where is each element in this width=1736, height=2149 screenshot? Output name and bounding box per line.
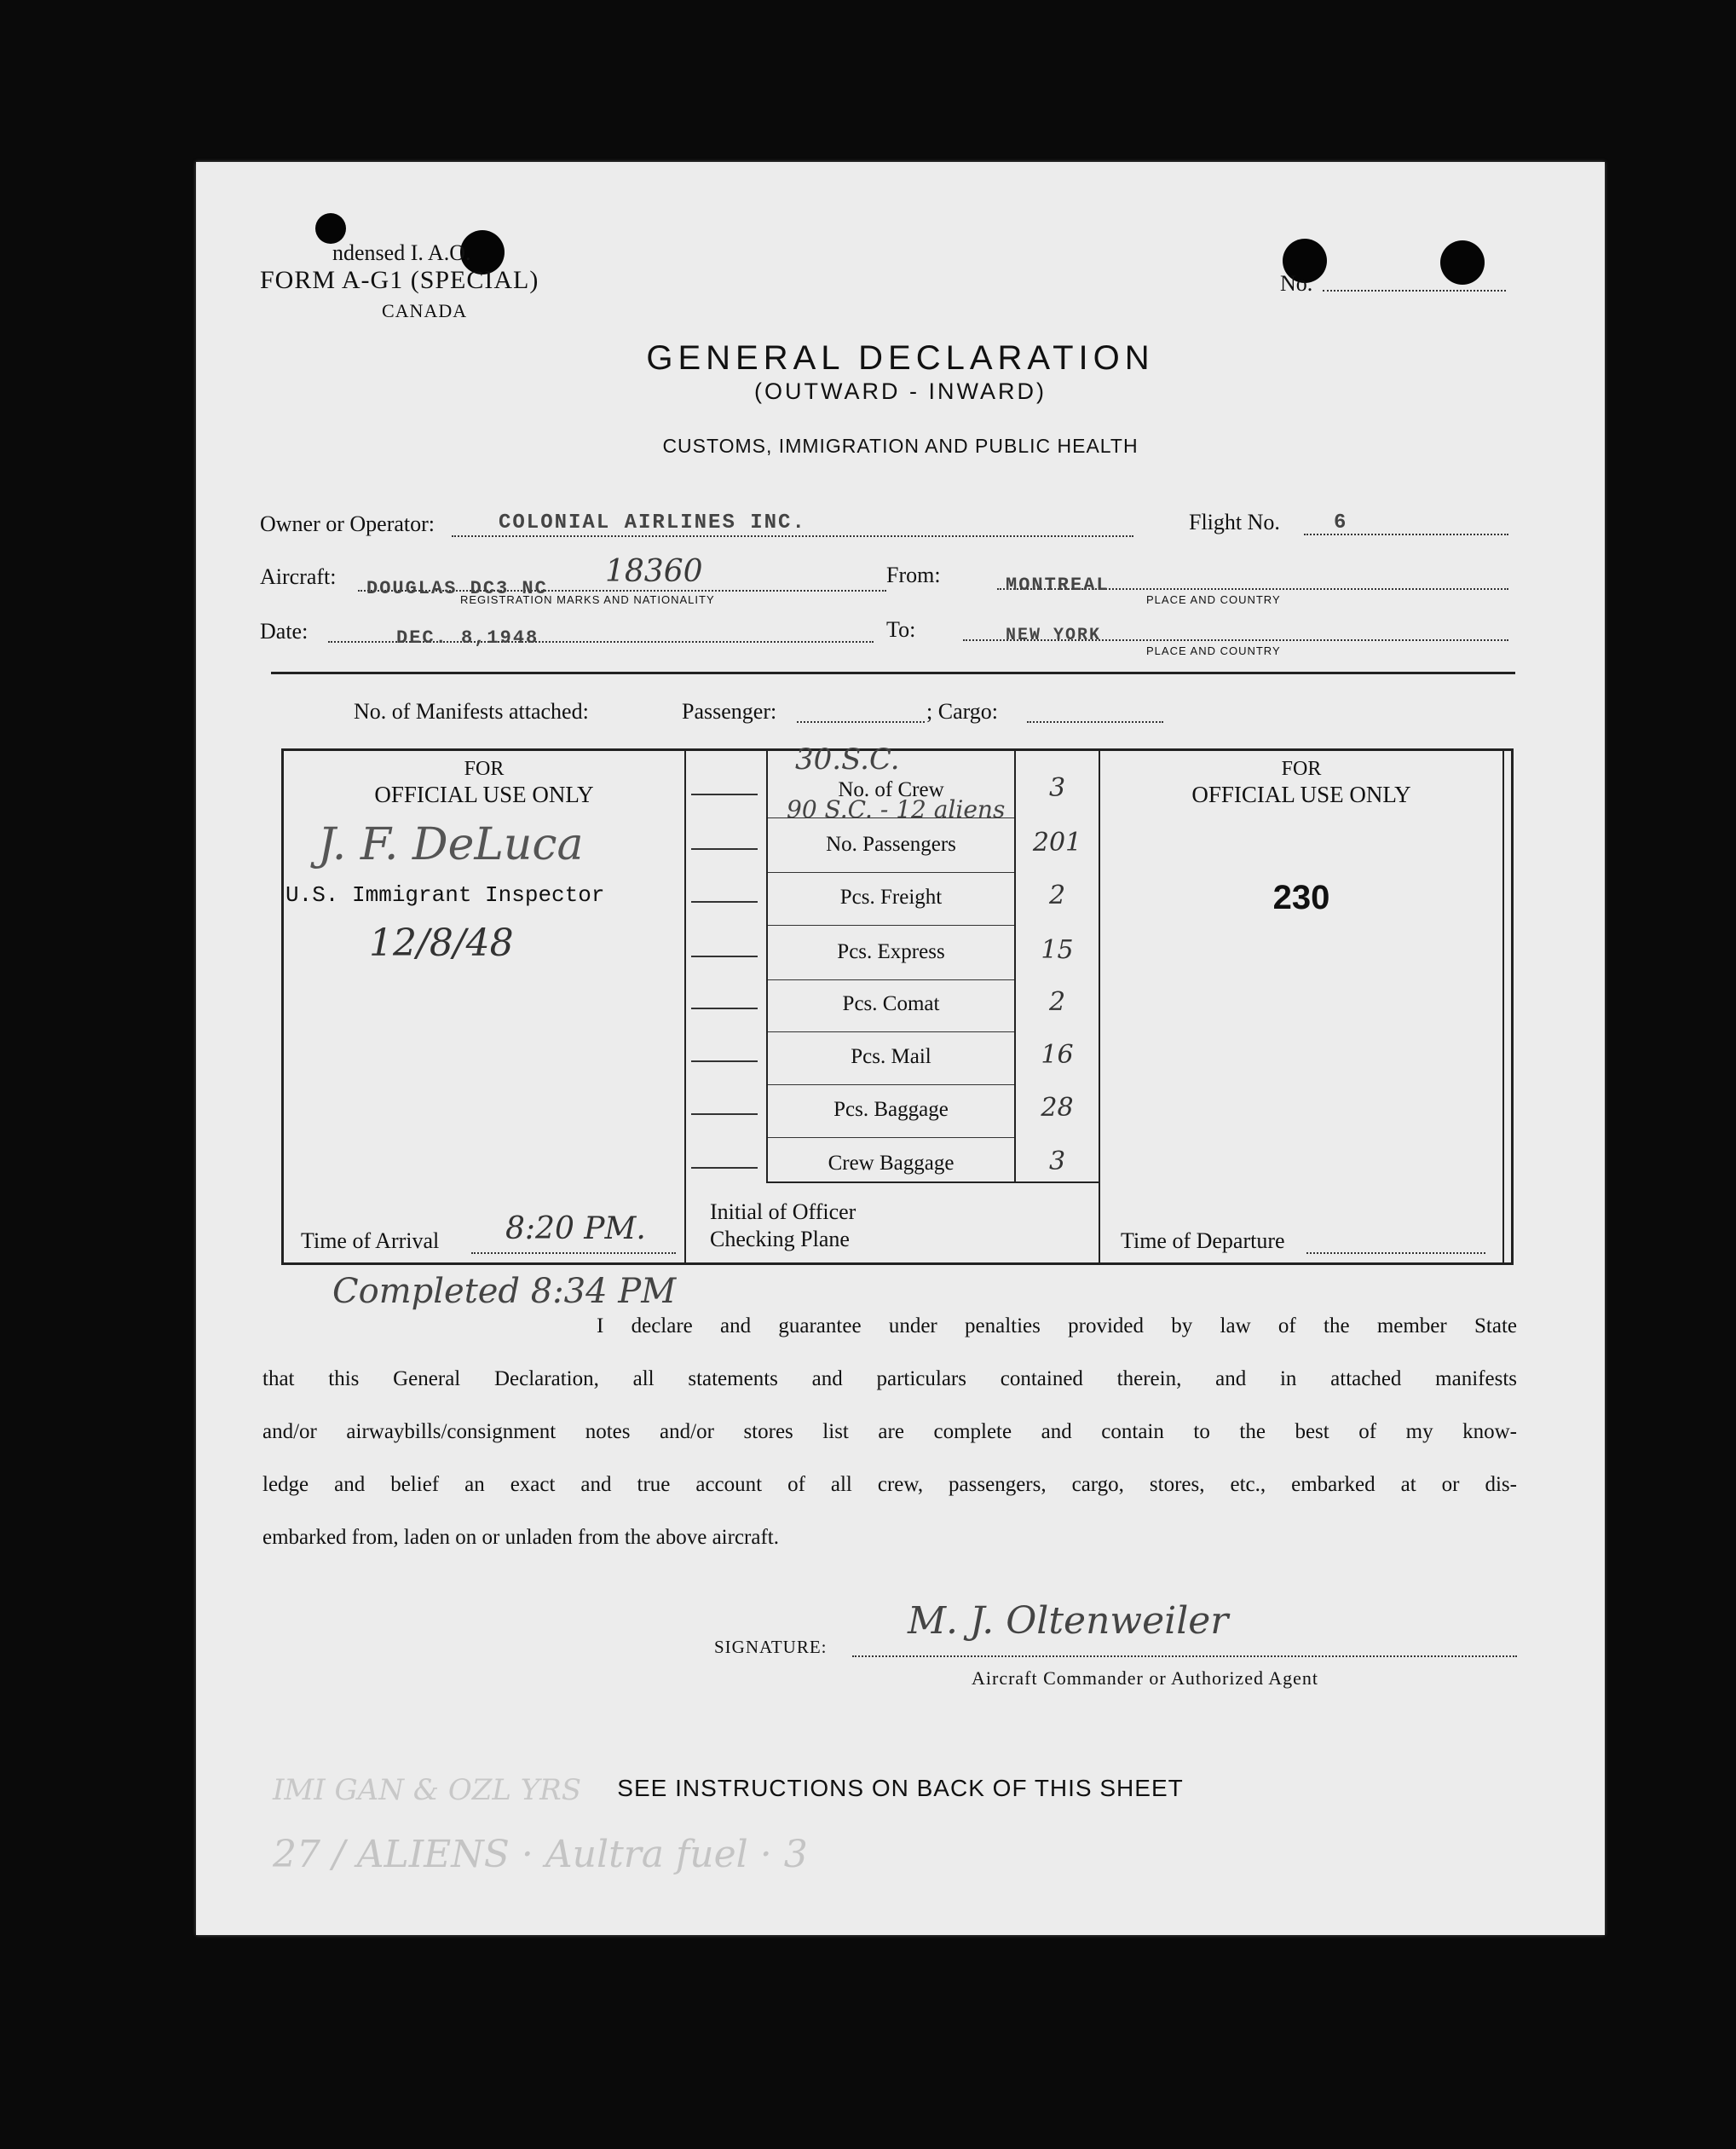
- declaration-line-4: ledge and belief an exact and true account of all crew, passengers, cargo, stores, etc., embarked at or dis-: [262, 1473, 1517, 1496]
- departure-line: [1306, 1252, 1485, 1254]
- form-department: CUSTOMS, IMMIGRATION AND PUBLIC HEALTH: [662, 435, 1139, 457]
- item-row-label: Pcs. Baggage: [833, 1098, 949, 1121]
- corner-ink-blot: [315, 213, 346, 244]
- item-row-value: 2: [1048, 881, 1066, 910]
- inspector-date: 12/8/48: [369, 921, 514, 965]
- to-label: To:: [886, 617, 916, 642]
- item-row-label: No. of Crew: [838, 778, 944, 801]
- declaration-line-5: embarked from, laden on or unladen from the above aircraft.: [262, 1526, 779, 1549]
- initial-entry-line: [691, 901, 758, 903]
- officer-label-2: Checking Plane: [710, 1227, 850, 1251]
- item-row-value: 201: [1032, 828, 1082, 858]
- form-designation-line2: FORM A-G1 (SPECIAL): [260, 266, 539, 294]
- left-official-header-2: OFFICIAL USE ONLY: [374, 782, 594, 807]
- declaration-line-1: I declare and guarantee under penalties provided by law of the member State: [597, 1314, 1517, 1337]
- completed-note: Completed 8:34 PM: [332, 1272, 677, 1311]
- item-row-value: 2: [1048, 987, 1066, 1017]
- signature-line: [852, 1655, 1517, 1657]
- flight-value: 6: [1334, 511, 1348, 534]
- aircraft-handwritten: 18360: [605, 554, 703, 589]
- item-row-label: Pcs. Freight: [839, 886, 943, 909]
- inspector-signature: J. F. DeLuca: [318, 819, 584, 870]
- owner-value: COLONIAL AIRLINES INC.: [499, 511, 806, 534]
- declaration-line-2: that this General Declaration, all statements and particulars contained therein, and in attached manifests: [262, 1367, 1517, 1390]
- date-label: Date:: [260, 619, 309, 644]
- row-separator: [768, 872, 1014, 873]
- signature-caption: Aircraft Commander or Authorized Agent: [972, 1667, 1319, 1689]
- row-separator: [768, 1137, 1014, 1138]
- right-official-header-1: FOR: [1281, 758, 1322, 780]
- item-row-value: 16: [1041, 1040, 1074, 1070]
- item-row-value: 3: [1048, 1147, 1066, 1176]
- form-subtitle: (OUTWARD - INWARD): [754, 378, 1047, 404]
- form-country: CANADA: [382, 300, 468, 321]
- registration-caption: REGISTRATION MARKS AND NATIONALITY: [460, 593, 715, 606]
- form-designation-line1: ndensed I. A.O.: [332, 240, 471, 265]
- form-number-line: [1323, 290, 1506, 292]
- owner-line: [452, 535, 1133, 537]
- owner-label: Owner or Operator:: [260, 511, 435, 536]
- faint-pencil-note-2: 27 / ALIENS · Aultra fuel · 3: [273, 1833, 808, 1876]
- row-separator: [768, 1031, 1014, 1032]
- aircraft-label: Aircraft:: [260, 564, 337, 589]
- from-label: From:: [886, 563, 941, 587]
- item-row-value: 3: [1048, 773, 1066, 803]
- initial-entry-line: [691, 848, 758, 850]
- signature-label: SIGNATURE:: [714, 1637, 828, 1657]
- item-row-label: No. Passengers: [826, 833, 956, 856]
- officer-label-1: Initial of Officer: [710, 1199, 856, 1224]
- item-row-value: 15: [1041, 935, 1074, 965]
- aircraft-value: DOUGLAS DC3 NC: [366, 578, 548, 599]
- item-row-value: 28: [1041, 1093, 1074, 1123]
- table-divider-4: [1099, 751, 1100, 1262]
- initial-entry-line: [691, 1008, 758, 1009]
- crew-handwritten-note: 30.S.C.: [795, 742, 900, 777]
- arrival-line: [471, 1252, 676, 1254]
- table-divider-1: [684, 751, 686, 1262]
- initial-entry-line: [691, 956, 758, 957]
- from-place-caption: PLACE AND COUNTRY: [1146, 593, 1281, 606]
- item-row-label: Pcs. Express: [837, 940, 945, 963]
- passenger-manifest-label: Passenger:: [682, 699, 777, 724]
- declaration-line-3: and/or airwaybills/consignment notes and/or stores list are complete and contain to the best of my know-: [262, 1420, 1517, 1443]
- form-title: GENERAL DECLARATION: [646, 339, 1155, 377]
- to-value: NEW YORK: [1006, 626, 1102, 645]
- initial-entry-line: [691, 794, 758, 795]
- declaration-form-page: [196, 162, 1605, 1935]
- item-row-label: Pcs. Mail: [851, 1045, 931, 1068]
- row-separator: [768, 925, 1014, 926]
- initial-entry-line: [691, 1060, 758, 1062]
- passenger-manifest-line: [797, 721, 925, 723]
- left-official-header-1: FOR: [464, 758, 505, 780]
- faint-pencil-note-1: IMI GAN & OZL YRS: [273, 1773, 582, 1807]
- passengers-handwritten-note: 90 S.C. - 12 aliens: [787, 795, 1006, 823]
- initial-entry-line: [691, 1167, 758, 1169]
- row-separator: [768, 979, 1014, 980]
- form-number-label: No.: [1280, 271, 1313, 296]
- manifests-label: No. of Manifests attached:: [354, 699, 589, 724]
- to-place-caption: PLACE AND COUNTRY: [1146, 644, 1281, 657]
- item-row-label: Pcs. Comat: [842, 992, 940, 1015]
- right-official-header-2: OFFICIAL USE ONLY: [1191, 782, 1411, 807]
- item-row-label: Crew Baggage: [828, 1152, 955, 1175]
- departure-label: Time of Departure: [1121, 1228, 1285, 1253]
- official-stamp-number: 230: [1272, 879, 1330, 916]
- punch-hole-right-2: [1440, 240, 1485, 285]
- date-value: DEC. 8,1948: [396, 627, 539, 649]
- cargo-manifest-line: [1027, 721, 1163, 723]
- row-separator: [768, 1084, 1014, 1085]
- declaration-table: [281, 742, 1514, 1265]
- instructions-footer: SEE INSTRUCTIONS ON BACK OF THIS SHEET: [617, 1775, 1184, 1801]
- table-bottom-middle: [766, 1181, 1100, 1183]
- header-divider: [271, 672, 1515, 674]
- arrival-label: Time of Arrival: [301, 1228, 440, 1253]
- arrival-time: 8:20 PM.: [505, 1211, 646, 1246]
- commander-signature: M. J. Oltenweiler: [908, 1599, 1229, 1643]
- flight-label: Flight No.: [1189, 510, 1280, 534]
- inspector-title: U.S. Immigrant Inspector: [285, 882, 605, 908]
- from-value: MONTREAL: [1006, 575, 1110, 596]
- table-divider-5: [1502, 751, 1504, 1262]
- cargo-manifest-label: ; Cargo:: [926, 699, 999, 724]
- initial-entry-line: [691, 1113, 758, 1115]
